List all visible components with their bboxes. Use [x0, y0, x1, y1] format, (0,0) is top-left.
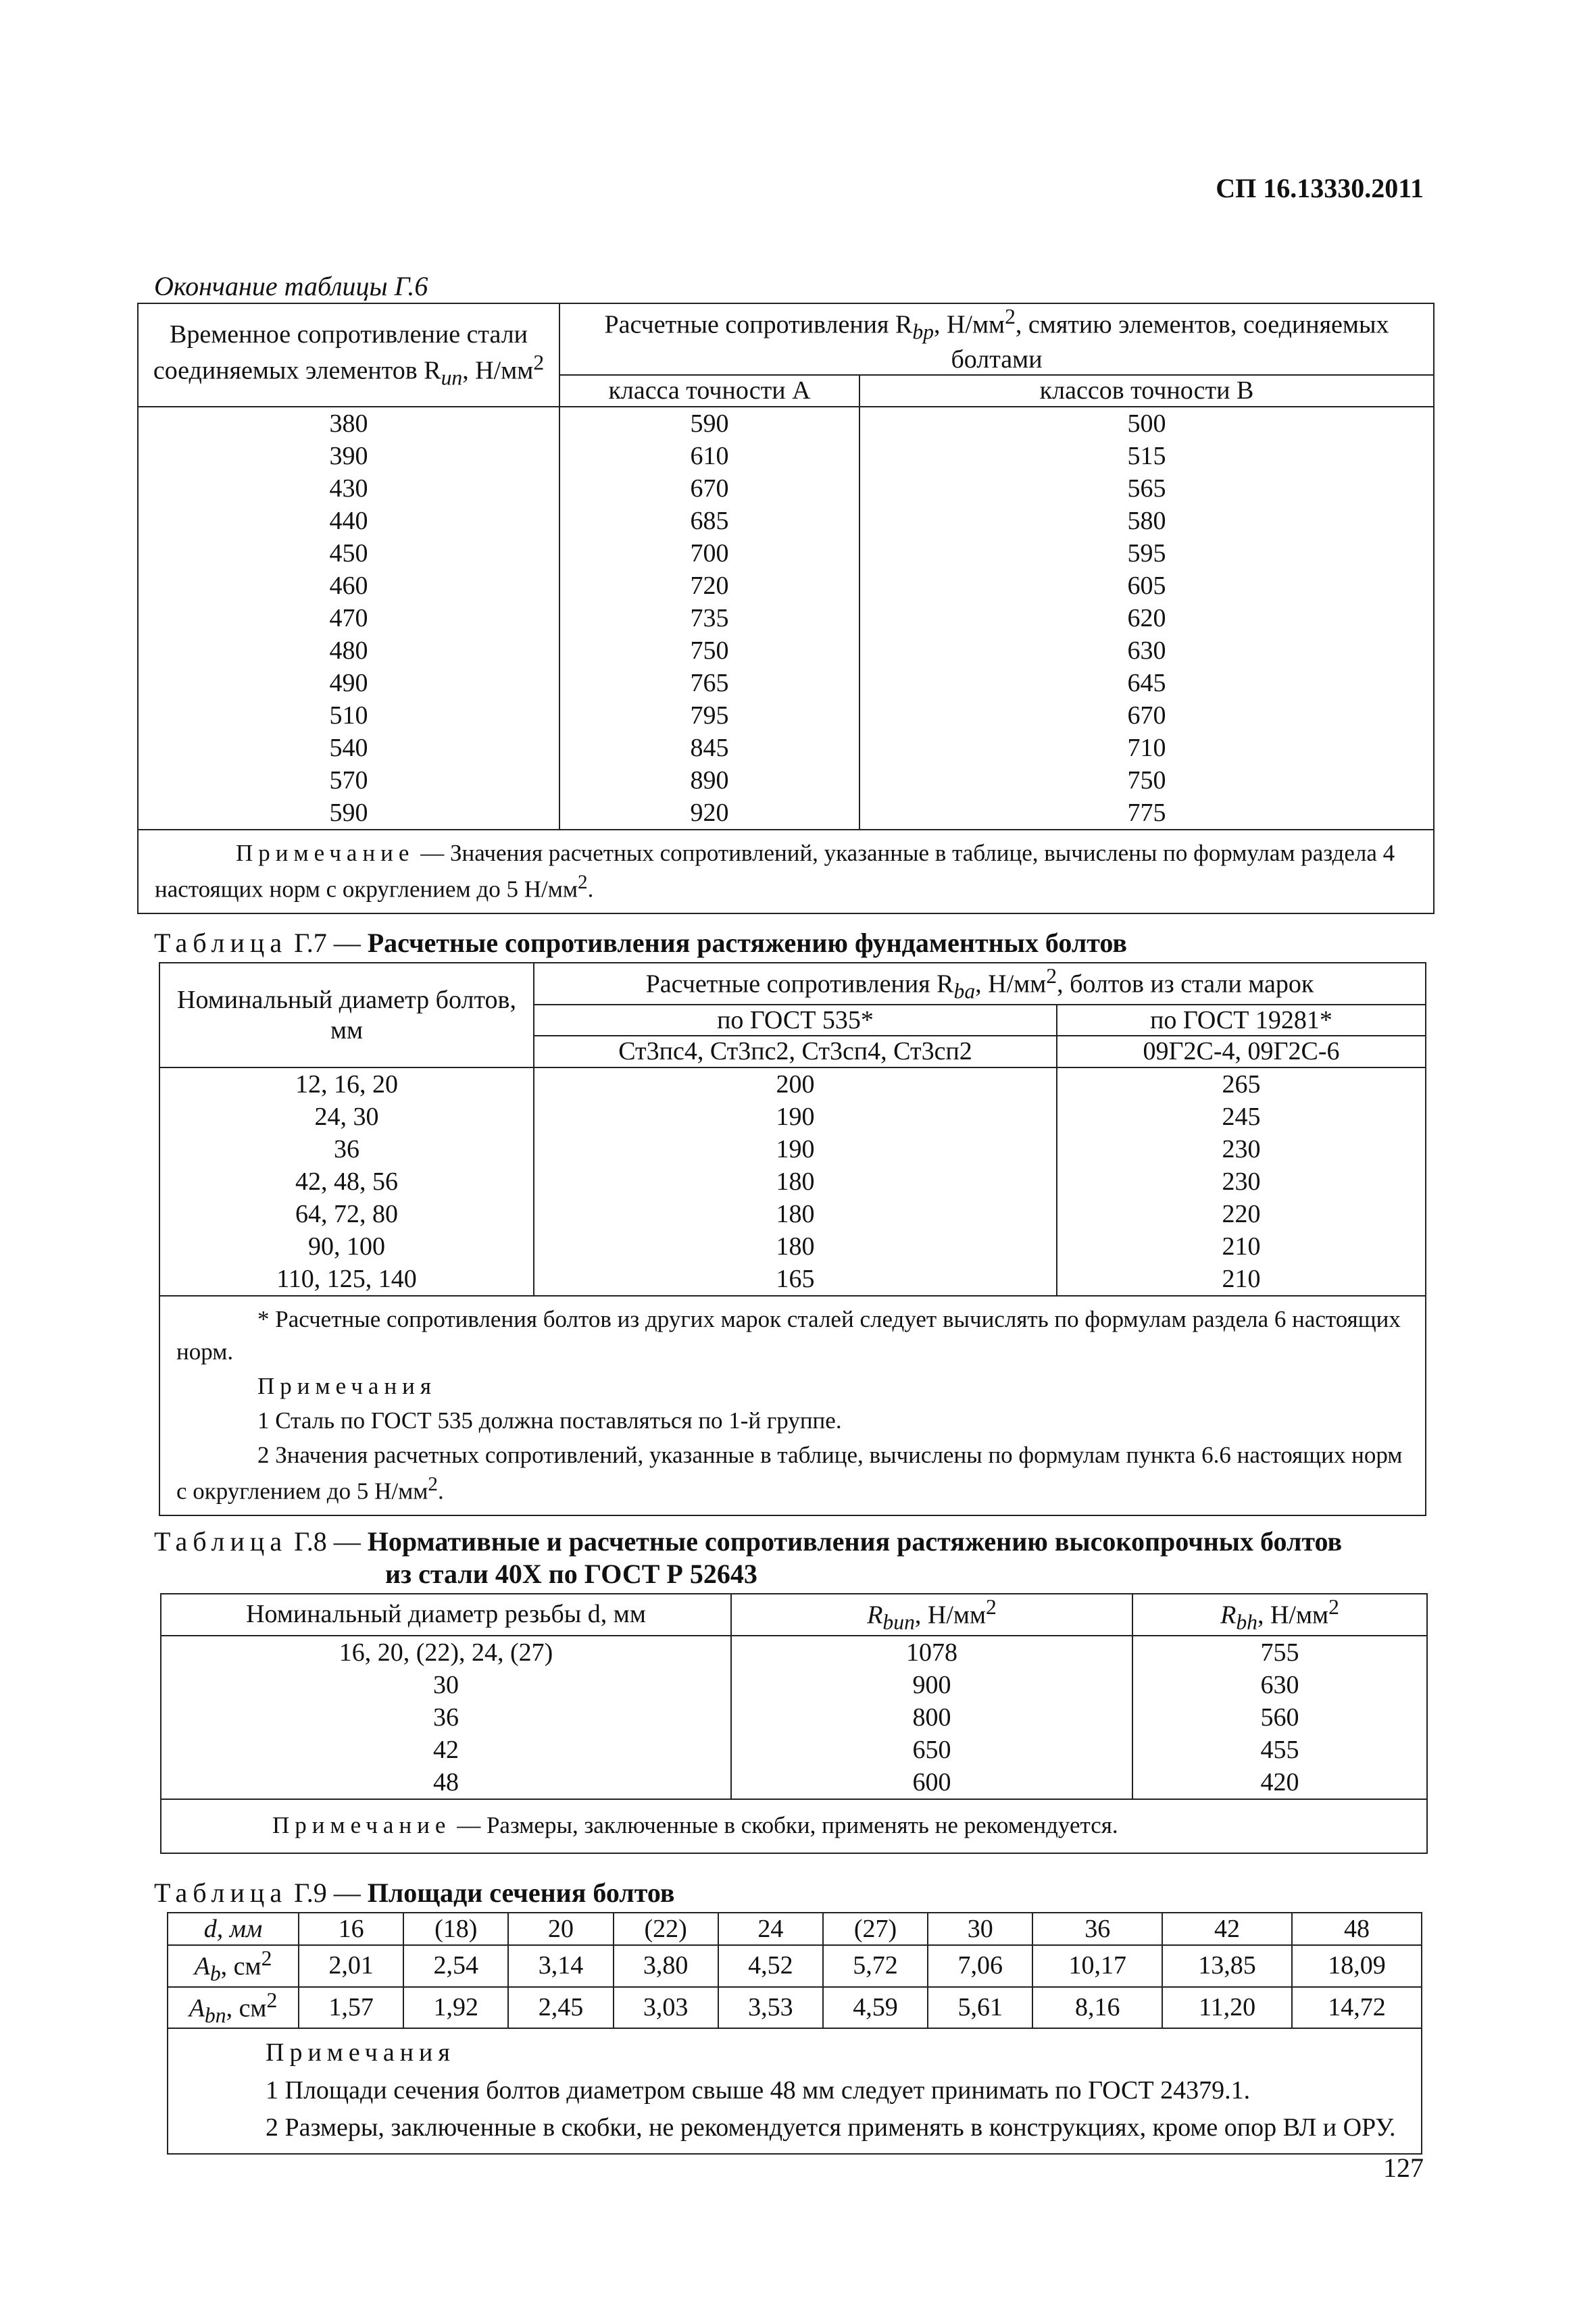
table-g9-cell: (22) [614, 1913, 718, 1945]
table-g9-cell: 5,72 [823, 1945, 928, 1987]
table_g6-cell: 795 [690, 701, 729, 730]
table-g6-col2-header: класса точности А [559, 375, 859, 407]
table-g7-col3-values [1057, 1067, 1426, 1296]
table-g9-note2: 2 Размеры, заключенные в скобки, не рекомендуется применять в конструкциях, кроме опор ВЛ и ОРУ. [266, 2113, 1396, 2142]
table-g8-caption-line2: из стали 40Х по ГОСТ Р 52643 [385, 1559, 757, 1589]
table-g9-cell: 3,03 [614, 1987, 718, 2029]
table_g6-cell: 590 [329, 799, 368, 828]
page-number: 127 [1383, 2153, 1424, 2183]
table-g9-cell: 18,09 [1292, 1945, 1422, 1987]
table-g9-cell: 13,85 [1162, 1945, 1292, 1987]
table-g9-cell: 3,53 [718, 1987, 823, 2029]
table_g6-cell: 620 [1127, 604, 1166, 633]
table_g7-cell: 245 [1222, 1103, 1261, 1132]
table_g6-cell: 450 [329, 539, 368, 568]
table-g6-col1-header: Временное сопротивление стали соединяемых элементов $R_{un}$, $Н/мм^2$ [138, 303, 559, 407]
table_g6-cell: 460 [329, 572, 368, 601]
table-g9-cell: 1,57 [299, 1987, 403, 2029]
table_g8-cell: 630 [1260, 1670, 1299, 1699]
table_g7-cell: 210 [1222, 1232, 1261, 1261]
table_g7-cell: 265 [1222, 1070, 1261, 1099]
table_g6-cell: 710 [1127, 734, 1166, 763]
table_g8-cell: 650 [912, 1735, 951, 1764]
table-g9-cell: 4,52 [718, 1945, 823, 1987]
table_g6-cell: 470 [329, 604, 368, 633]
table-g8-col1-values [161, 1636, 731, 1799]
table-g9-cell: 30 [928, 1913, 1032, 1945]
table-g9-row1-label: d, мм [168, 1913, 299, 1945]
table_g8-cell: 755 [1260, 1638, 1299, 1667]
table_g6-cell: 590 [690, 409, 729, 438]
table-g9-cell: (18) [403, 1913, 508, 1945]
table-g6-caption: Окончание таблицы Г.6 [154, 271, 428, 301]
table_g6-cell: 670 [690, 474, 729, 503]
table_g8-cell: 48 [433, 1767, 459, 1796]
table-g7-footnote: * Расчетные сопротивления болтов из других марок сталей следует вычислять по формулам раздела 6 настоящих норм. [176, 1306, 1401, 1365]
table_g6-cell: 390 [329, 442, 368, 471]
table_g8-cell: 1078 [906, 1638, 957, 1667]
table_g8-cell: 800 [912, 1703, 951, 1732]
table_g6-cell: 720 [690, 572, 729, 601]
table-g9-note1: 1 Площади сечения болтов диаметром свыше 48 мм следует принимать по ГОСТ 24379.1. [266, 2076, 1251, 2105]
table_g8-cell: 560 [1260, 1703, 1299, 1732]
table-g6-col1-values [138, 407, 559, 830]
table-g9-cell: 36 [1032, 1913, 1162, 1945]
table-g9-cell: 42 [1162, 1913, 1292, 1945]
table_g6-cell: 515 [1127, 442, 1166, 471]
table_g6-cell: 610 [690, 442, 729, 471]
table-g9-cell: 24 [718, 1913, 823, 1945]
table-g9-notes-label: Примечания [266, 2038, 455, 2067]
table-g8-col3-values [1132, 1636, 1427, 1799]
table_g6-cell: 440 [329, 507, 368, 536]
table_g7-cell: 24, 30 [314, 1103, 379, 1132]
table-g9-cell: 7,06 [928, 1945, 1032, 1987]
table-g9-row3-label: $A_{bn}$, $см^2$ [168, 1987, 299, 2029]
table_g6-cell: 750 [1127, 766, 1166, 795]
table-g9-cell: 3,14 [508, 1945, 613, 1987]
table_g7-cell: 230 [1222, 1167, 1261, 1197]
table_g6-cell: 630 [1127, 636, 1166, 665]
table_g7-cell: 42, 48, 56 [295, 1167, 398, 1197]
table_g6-cell: 750 [690, 636, 729, 665]
table-g6 [137, 303, 1435, 914]
table-g9-cell: 14,72 [1292, 1987, 1422, 2029]
table_g7-cell: 165 [776, 1265, 815, 1294]
table_g7-cell: 110, 125, 140 [276, 1265, 417, 1294]
table-g9-cell: 48 [1292, 1913, 1422, 1945]
table-g7-group-header: Расчетные сопротивления $R_{ba}$, $Н/мм^2$, болтов из стали марок [534, 963, 1426, 1005]
table-g6-note: Примечание — Значения расчетных сопротивлений, указанные в таблице, вычислены по формулам раздела 4 настоящих норм с округлением до 5 $Н/мм^2$. [138, 830, 1434, 913]
table_g6-cell: 920 [690, 799, 729, 828]
table-g9 [167, 1912, 1422, 2155]
table-g7 [159, 962, 1426, 1516]
table-g9-cell: 11,20 [1162, 1987, 1292, 2029]
table_g6-cell: 775 [1127, 799, 1166, 828]
table_g7-cell: 180 [776, 1167, 815, 1197]
table_g7-cell: 64, 72, 80 [295, 1200, 398, 1229]
table_g6-cell: 595 [1127, 539, 1166, 568]
table-g9-cell: 16 [299, 1913, 403, 1945]
table_g7-cell: 180 [776, 1200, 815, 1229]
table_g6-cell: 890 [690, 766, 729, 795]
table-g9-notes [168, 2028, 1422, 2154]
table_g6-cell: 565 [1127, 474, 1166, 503]
table-g6-group-header: Расчетные сопротивления $R_{bp}$, $Н/мм^2$, смятию элементов, соединяемых болтами [559, 303, 1434, 375]
table-g9-cell: 8,16 [1032, 1987, 1162, 2029]
table-g9-cell: 10,17 [1032, 1945, 1162, 1987]
table-g9-cell: 20 [508, 1913, 613, 1945]
table_g6-cell: 765 [690, 669, 729, 698]
table_g7-cell: 190 [776, 1135, 815, 1164]
table_g6-cell: 670 [1127, 701, 1166, 730]
table_g6-cell: 500 [1127, 409, 1166, 438]
table_g6-cell: 480 [329, 636, 368, 665]
table-g7-caption: Таблица Г.7 — Расчетные сопротивления растяжению фундаментных болтов [154, 928, 1127, 958]
table_g6-cell: 510 [329, 701, 368, 730]
table_g6-cell: 380 [329, 409, 368, 438]
table-g6-col3-values [859, 407, 1434, 830]
table-g9-cell: (27) [823, 1913, 928, 1945]
table-g7-note1: 1 Сталь по ГОСТ 535 должна поставляться по 1-й группе. [257, 1407, 842, 1434]
table_g6-cell: 735 [690, 604, 729, 633]
table-g9-cell: 2,45 [508, 1987, 613, 2029]
table-g8 [160, 1593, 1428, 1854]
table-g9-cell: 4,59 [823, 1987, 928, 2029]
table_g6-cell: 700 [690, 539, 729, 568]
table_g7-cell: 90, 100 [308, 1232, 385, 1261]
table-g9-cell: 1,92 [403, 1987, 508, 2029]
table_g6-cell: 685 [690, 507, 729, 536]
table_g8-cell: 30 [433, 1670, 459, 1699]
table-g9-cell: 2,54 [403, 1945, 508, 1987]
table_g8-cell: 900 [912, 1670, 951, 1699]
table_g6-cell: 845 [690, 734, 729, 763]
table_g8-cell: 455 [1260, 1735, 1299, 1764]
table_g7-cell: 210 [1222, 1265, 1261, 1294]
table_g6-cell: 580 [1127, 507, 1166, 536]
table_g8-cell: 16, 20, (22), 24, (27) [339, 1638, 553, 1667]
table-g8-col2-values [731, 1636, 1132, 1799]
table-g8-note: Примечание — Размеры, заключенные в скобки, применять не рекомендуется. [161, 1799, 1427, 1853]
table_g7-cell: 230 [1222, 1135, 1261, 1164]
table-g7-note2: 2 Значения расчетных сопротивлений, указанные в таблице, вычислены по формулам пункта 6.6 настоящих норм с округлением до 5 $Н/мм^2$. [176, 1442, 1403, 1505]
table-g7-col1-header: Номинальный диаметр болтов, мм [159, 963, 534, 1067]
table_g7-cell: 200 [776, 1070, 815, 1099]
table_g6-cell: 645 [1127, 669, 1166, 698]
table_g7-cell: 220 [1222, 1200, 1261, 1229]
table_g8-cell: 600 [912, 1767, 951, 1796]
table_g7-cell: 190 [776, 1103, 815, 1132]
table-g8-col3-header: $R_{bh}$, $Н/мм^2$ [1132, 1594, 1427, 1636]
table_g6-cell: 570 [329, 766, 368, 795]
table_g7-cell: 12, 16, 20 [295, 1070, 398, 1099]
table-g7-sub-header-b: по ГОСТ 19281* [1057, 1005, 1426, 1036]
table-g7-notes [159, 1296, 1426, 1515]
table-g9-cell: 2,01 [299, 1945, 403, 1987]
table-g8-caption: Таблица Г.8 — Нормативные и расчетные сопротивления растяжению высокопрочных болтов [154, 1526, 1343, 1557]
table_g6-cell: 490 [329, 669, 368, 698]
table-g8-col2-header: $R_{bun}$, $Н/мм^2$ [731, 1594, 1132, 1636]
table-g8-col1-header: Номинальный диаметр резьбы d, мм [161, 1594, 731, 1636]
table-g7-col2-values [534, 1067, 1057, 1296]
table_g7-cell: 36 [334, 1135, 359, 1164]
table_g6-cell: 605 [1127, 572, 1166, 601]
table_g8-cell: 420 [1260, 1767, 1299, 1796]
table_g6-cell: 540 [329, 734, 368, 763]
table_g8-cell: 36 [433, 1703, 459, 1732]
table_g8-cell: 42 [433, 1735, 459, 1764]
table-g6-col2-values [559, 407, 859, 830]
table-g9-cell: 5,61 [928, 1987, 1032, 2029]
table-g6-col3-header: классов точности В [859, 375, 1434, 407]
table-g7-grade-a: Ст3пс4, Ст3пс2, Ст3сп4, Ст3сп2 [534, 1036, 1057, 1067]
table-g9-row2-label: $A_b$, $см^2$ [168, 1945, 299, 1987]
table_g7-cell: 180 [776, 1232, 815, 1261]
table-g7-sub-header-a: по ГОСТ 535* [534, 1005, 1057, 1036]
table-g9-cell: 3,80 [614, 1945, 718, 1987]
table-g9-caption: Таблица Г.9 — Площади сечения болтов [154, 1878, 675, 1908]
table-g7-notes-label: Примечания [257, 1372, 437, 1399]
table-g7-col1-values [159, 1067, 534, 1296]
table_g6-cell: 430 [329, 474, 368, 503]
document-header: СП 16.13330.2011 [1216, 173, 1424, 203]
table-g7-grade-b: 09Г2С-4, 09Г2С-6 [1057, 1036, 1426, 1067]
